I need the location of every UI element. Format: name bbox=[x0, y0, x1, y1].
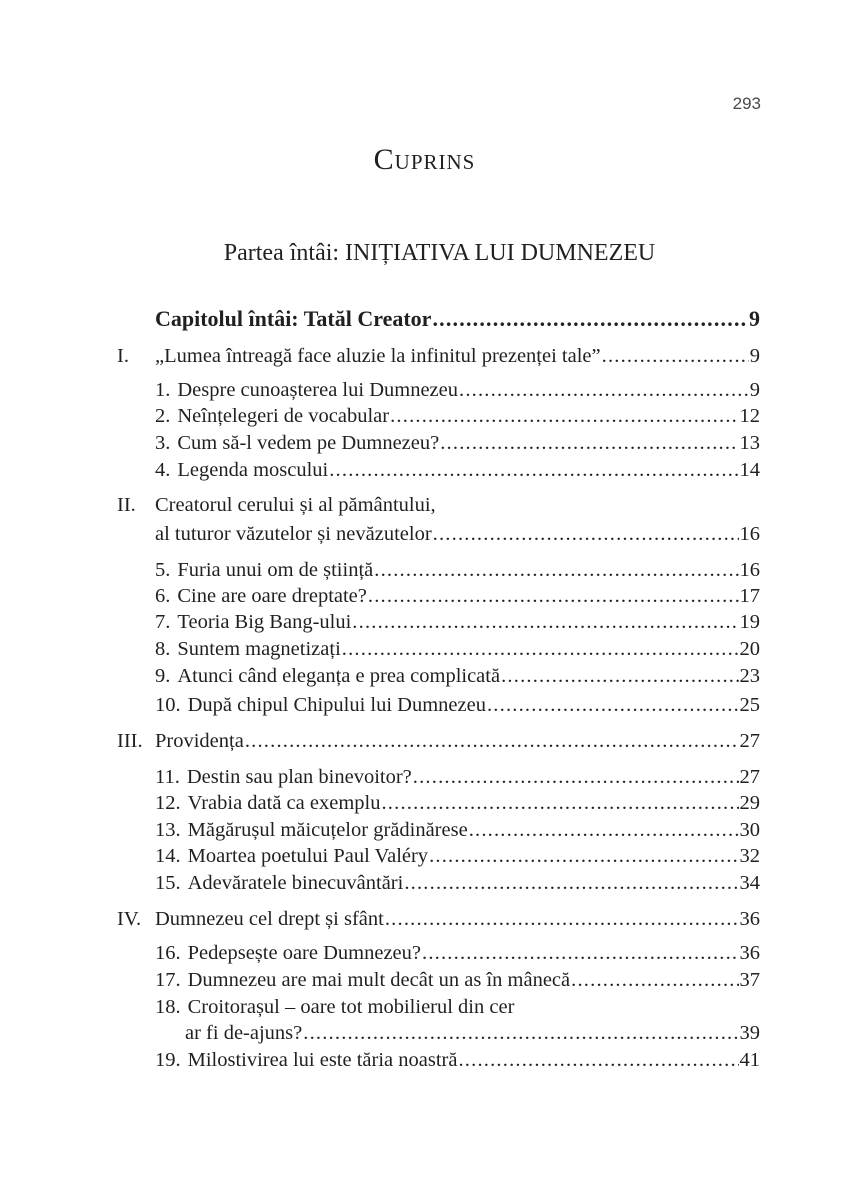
page-ref: 16 bbox=[739, 559, 760, 581]
toc-item bbox=[155, 583, 760, 609]
toc-item bbox=[155, 843, 760, 869]
dot-leader bbox=[458, 1047, 738, 1073]
dot-leader bbox=[381, 790, 738, 816]
toc-item bbox=[155, 870, 760, 896]
item-title: Teoria Big Bang-ului bbox=[177, 611, 352, 633]
toc-item bbox=[155, 817, 760, 843]
section-numeral: II. bbox=[117, 494, 136, 516]
item-title: Croitorașul – oare tot mobilierul din cer bbox=[187, 996, 515, 1018]
dot-leader bbox=[385, 906, 739, 932]
toc-item bbox=[155, 967, 760, 993]
page-ref: 25 bbox=[739, 694, 760, 716]
dot-leader bbox=[413, 764, 739, 790]
dot-leader bbox=[368, 583, 739, 609]
item-number: 14. bbox=[155, 845, 181, 867]
item-number: 9. bbox=[155, 665, 171, 687]
item-number: 2. bbox=[155, 405, 171, 427]
part-heading: Partea întâi: INIȚIATIVA LUI DUMNEZEU bbox=[223, 240, 656, 266]
toc-item bbox=[155, 377, 760, 403]
dot-leader bbox=[303, 1020, 738, 1046]
chapter-title: Capitolul întâi: Tatăl Creator bbox=[155, 306, 432, 331]
dot-leader bbox=[501, 663, 738, 689]
section-entry bbox=[155, 343, 760, 369]
item-title: Destin sau plan binevoitor? bbox=[186, 766, 412, 788]
page-ref: 41 bbox=[739, 1049, 760, 1071]
item-title: Cum să-l vedem pe Dumnezeu? bbox=[177, 432, 440, 454]
section-title: al tuturor văzutelor și nevăzutelor bbox=[155, 523, 432, 545]
toc-item bbox=[155, 636, 760, 662]
page-ref: 17 bbox=[739, 585, 760, 607]
dot-leader bbox=[390, 403, 738, 429]
toc-item bbox=[155, 764, 760, 790]
dot-leader bbox=[433, 521, 739, 547]
item-number: 11. bbox=[155, 766, 180, 788]
toc-item bbox=[155, 1047, 760, 1073]
page-ref: 37 bbox=[739, 969, 760, 991]
page-ref: 20 bbox=[739, 638, 760, 660]
page-ref: 14 bbox=[739, 459, 760, 481]
item-title: Suntem magnetizați bbox=[177, 638, 341, 660]
dot-leader bbox=[422, 940, 739, 966]
page-ref: 39 bbox=[739, 1022, 760, 1044]
page-ref: 30 bbox=[739, 819, 760, 841]
page-ref: 19 bbox=[739, 611, 760, 633]
section-title: Dumnezeu cel drept și sfânt bbox=[155, 908, 384, 930]
page-ref: 23 bbox=[739, 665, 760, 687]
page-ref: 12 bbox=[739, 405, 760, 427]
item-number: 15. bbox=[155, 872, 181, 894]
toc-item bbox=[155, 790, 760, 816]
item-title: Vrabia dată ca exemplu bbox=[187, 792, 381, 814]
item-title: Legenda moscului bbox=[177, 459, 329, 481]
dot-leader bbox=[329, 457, 738, 483]
toc-item bbox=[155, 403, 760, 429]
item-number: 18. bbox=[155, 996, 181, 1018]
toc-item bbox=[155, 994, 760, 1020]
section-numeral: I. bbox=[117, 345, 129, 367]
page-ref: 27 bbox=[739, 766, 760, 788]
page-title: Cuprins bbox=[373, 143, 476, 176]
section-entry-line bbox=[155, 492, 760, 518]
item-title: Furia unui om de știință bbox=[177, 559, 374, 581]
item-number: 4. bbox=[155, 459, 171, 481]
page-ref: 9 bbox=[749, 379, 760, 401]
item-number: 7. bbox=[155, 611, 171, 633]
page-ref: 32 bbox=[739, 845, 760, 867]
page-ref: 9 bbox=[749, 306, 760, 331]
page-ref: 36 bbox=[739, 908, 760, 930]
item-number: 6. bbox=[155, 585, 171, 607]
dot-leader bbox=[571, 967, 738, 993]
item-title: Neînțelegeri de vocabular bbox=[177, 405, 390, 427]
toc-item bbox=[155, 663, 760, 689]
page-ref: 27 bbox=[739, 730, 760, 752]
page-ref: 34 bbox=[739, 872, 760, 894]
dot-leader bbox=[429, 843, 738, 869]
item-title: Moartea poetului Paul Valéry bbox=[187, 845, 429, 867]
item-title: Pedepsește oare Dumnezeu? bbox=[187, 942, 421, 964]
item-number: 12. bbox=[155, 792, 181, 814]
dot-leader bbox=[404, 870, 738, 896]
item-number: 10. bbox=[155, 694, 181, 716]
toc-item bbox=[155, 940, 760, 966]
dot-leader bbox=[432, 306, 748, 332]
dot-leader bbox=[469, 817, 739, 843]
item-number: 3. bbox=[155, 432, 171, 454]
page-ref: 36 bbox=[739, 942, 760, 964]
toc-item bbox=[155, 430, 760, 456]
item-title: După chipul Chipului lui Dumnezeu bbox=[187, 694, 486, 716]
page-number: 293 bbox=[732, 94, 761, 113]
dot-leader bbox=[487, 692, 739, 718]
item-number: 8. bbox=[155, 638, 171, 660]
dot-leader bbox=[459, 377, 749, 403]
page-ref: 16 bbox=[739, 523, 760, 545]
dot-leader bbox=[440, 430, 738, 456]
item-number: 5. bbox=[155, 559, 171, 581]
dot-leader bbox=[245, 728, 739, 754]
item-title: Dumnezeu are mai mult decât un as în mânecă bbox=[187, 969, 571, 991]
toc-item bbox=[155, 457, 760, 483]
section-numeral: IV. bbox=[117, 908, 142, 930]
item-title: Măgărușul măicuțelor grădinărese bbox=[187, 819, 468, 841]
chapter-entry bbox=[155, 306, 760, 332]
page-ref: 9 bbox=[749, 345, 760, 367]
section-entry bbox=[155, 728, 760, 754]
toc-item-cont bbox=[185, 1020, 760, 1046]
section-entry bbox=[155, 521, 760, 547]
toc-item bbox=[155, 557, 760, 583]
section-title: „Lumea întreagă face aluzie la infinitul prezenței tale” bbox=[155, 345, 601, 367]
item-number: 13. bbox=[155, 819, 181, 841]
item-number: 17. bbox=[155, 969, 181, 991]
item-title: Adevăratele binecuvântări bbox=[187, 872, 404, 894]
item-title-cont: ar fi de-ajuns? bbox=[185, 1022, 303, 1044]
item-title: Despre cunoașterea lui Dumnezeu bbox=[177, 379, 458, 401]
page-ref: 13 bbox=[739, 432, 760, 454]
item-number: 16. bbox=[155, 942, 181, 964]
page-ref: 29 bbox=[739, 792, 760, 814]
section-title: Creatorul cerului și al pământului, bbox=[155, 494, 436, 516]
item-number: 1. bbox=[155, 379, 171, 401]
item-title: Cine are oare dreptate? bbox=[177, 585, 367, 607]
dot-leader bbox=[342, 636, 739, 662]
item-title: Milostivirea lui este tăria noastră bbox=[187, 1049, 458, 1071]
section-title: Providența bbox=[155, 730, 244, 752]
dot-leader bbox=[374, 557, 738, 583]
dot-leader bbox=[602, 343, 749, 369]
dot-leader bbox=[352, 609, 738, 635]
item-title: Atunci când eleganța e prea complicată bbox=[177, 665, 501, 687]
toc-item bbox=[155, 609, 760, 635]
item-number: 19. bbox=[155, 1049, 181, 1071]
section-entry bbox=[155, 906, 760, 932]
section-numeral: III. bbox=[117, 730, 143, 752]
toc-item bbox=[155, 692, 760, 718]
